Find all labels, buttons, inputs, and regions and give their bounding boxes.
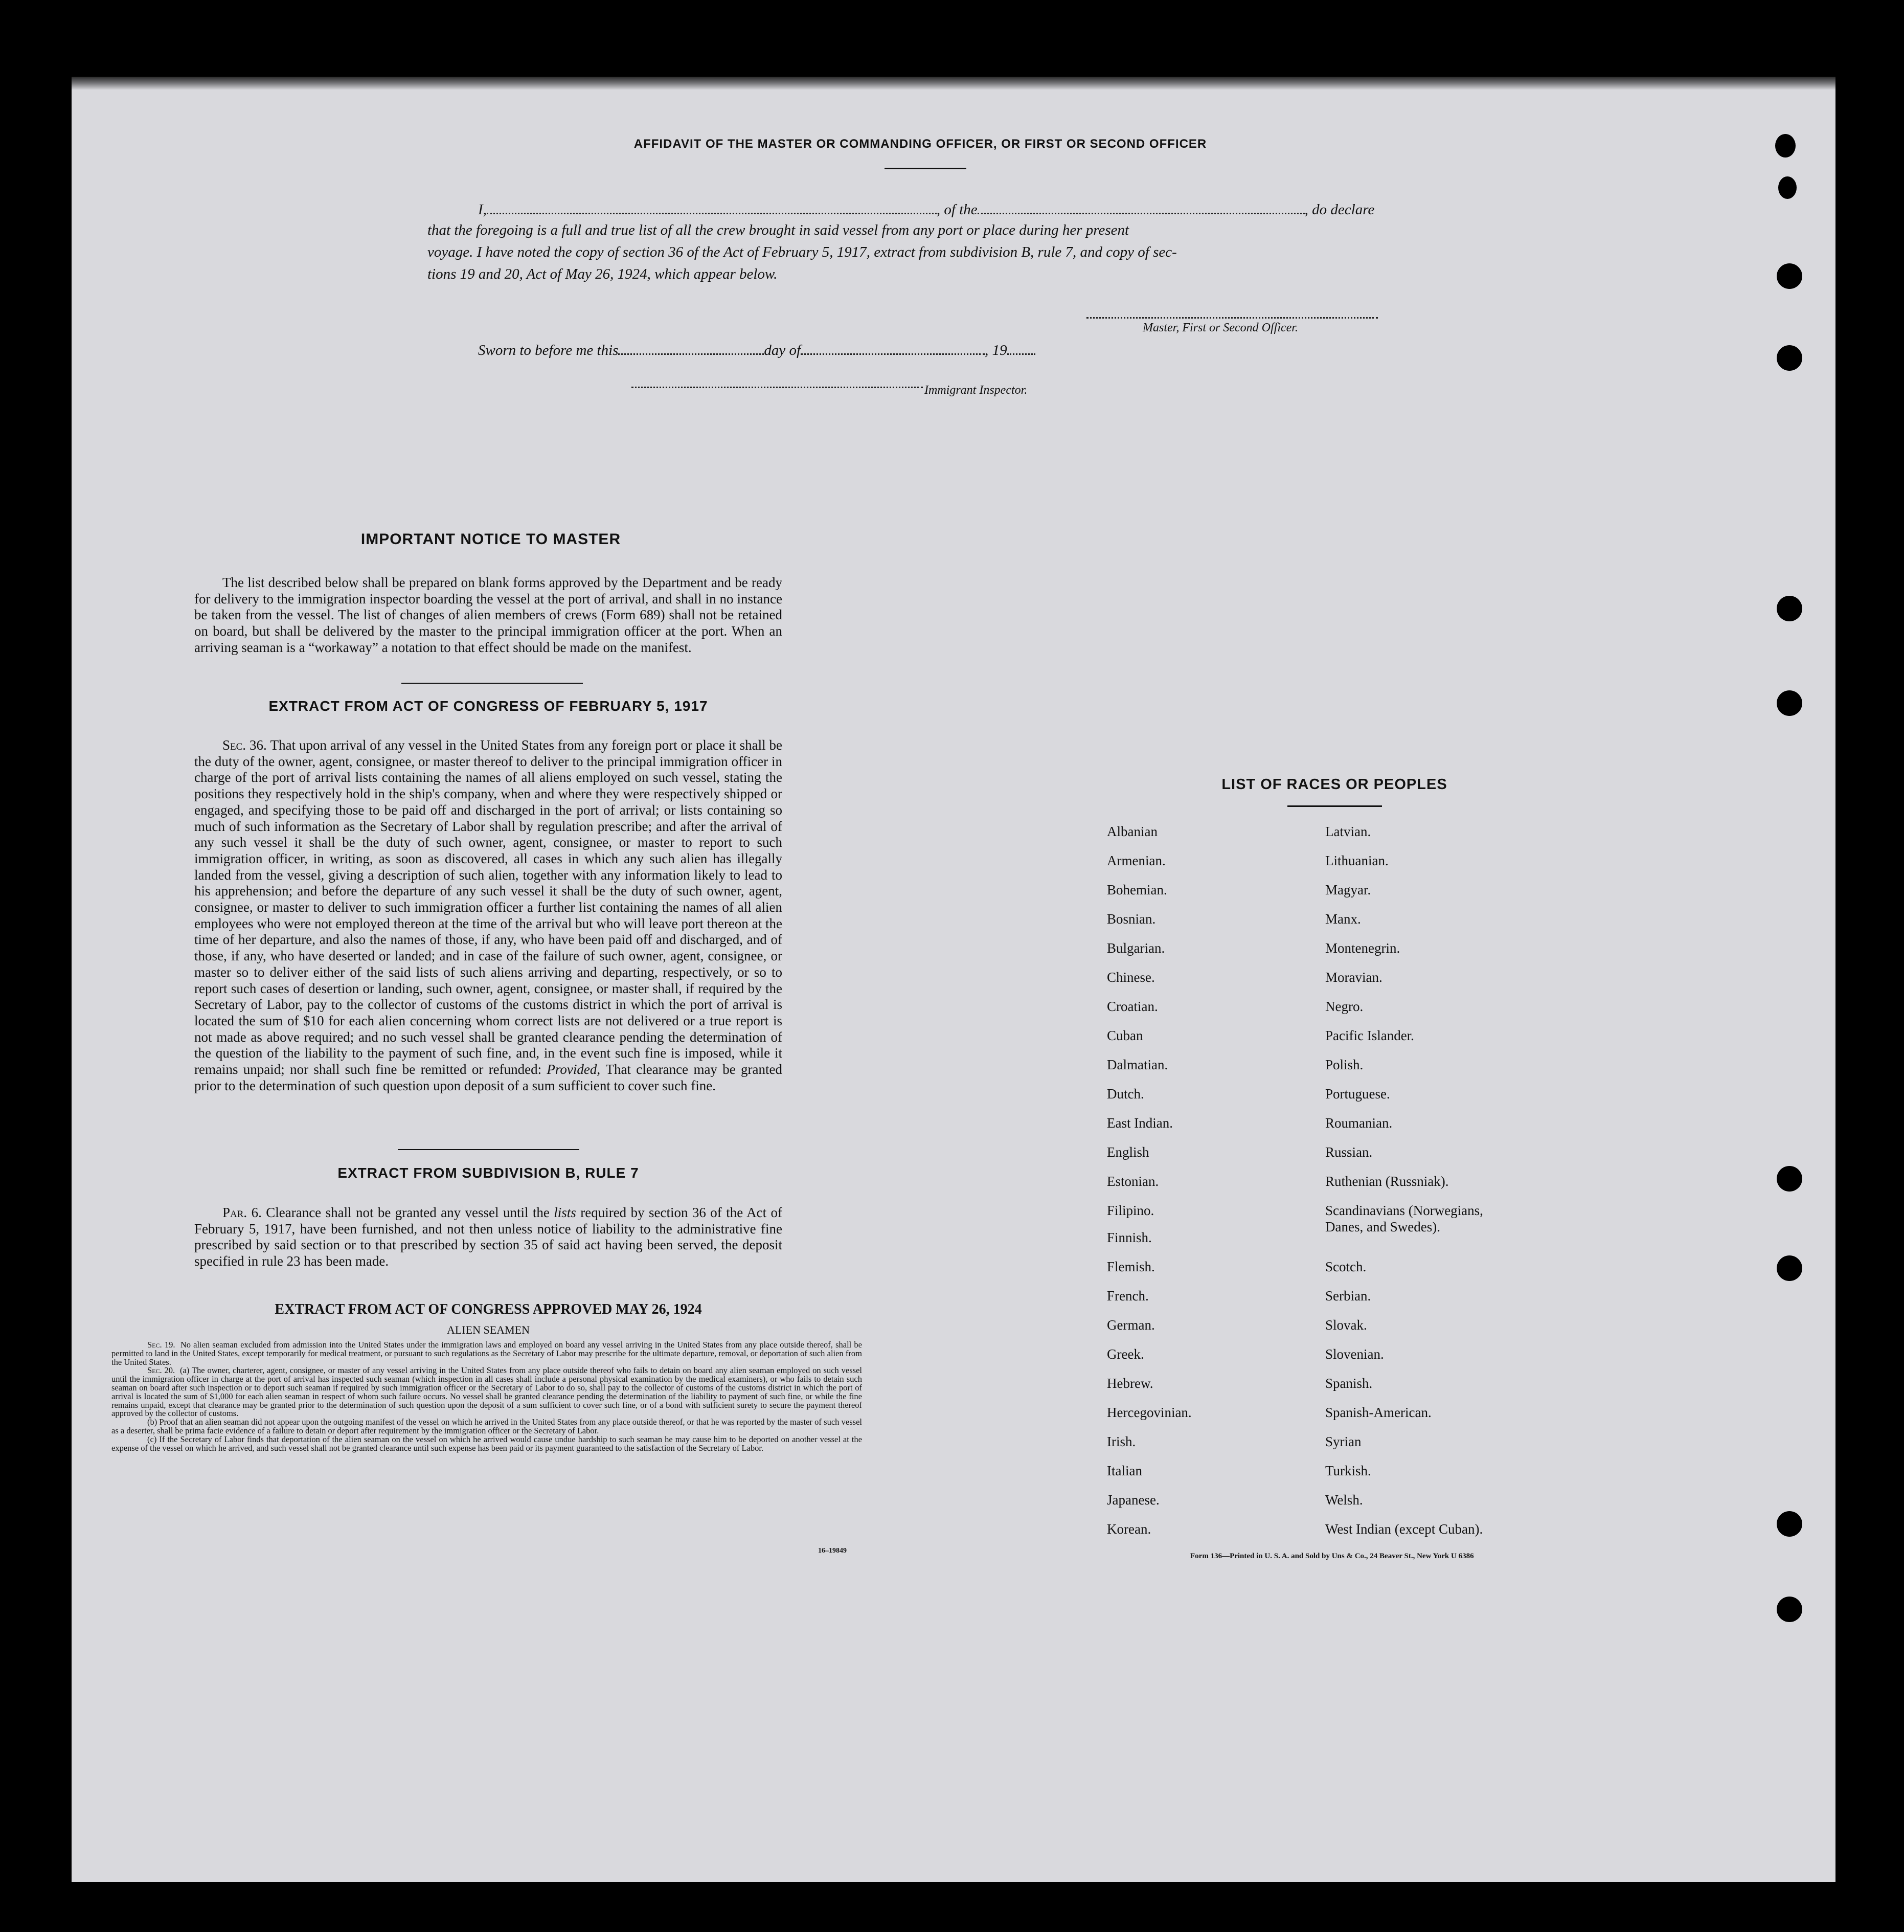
sworn-year-label: , 19 [985, 342, 1007, 358]
punch-hole [1777, 1255, 1802, 1281]
race-item: Slovenian. [1325, 1346, 1384, 1362]
race-item: Russian. [1325, 1144, 1373, 1160]
master-signature-line [1086, 317, 1378, 319]
race-item: Albanian [1107, 824, 1158, 839]
form-note: Form 136—Printed in U. S. A. and Sold by Uns & Co., 24 Beaver St., New York U 6386 [1190, 1552, 1474, 1560]
race-item: Bosnian. [1107, 911, 1156, 927]
sec-19-label: Sec. 19. [147, 1340, 175, 1350]
rule7-heading: EXTRACT FROM SUBDIVISION B, RULE 7 [337, 1165, 639, 1181]
affidavit-line-1-end: , do declare [1304, 201, 1375, 218]
race-item: Latvian. [1325, 824, 1371, 839]
race-item: Cuban [1107, 1028, 1143, 1043]
race-item: Dalmatian. [1107, 1057, 1168, 1072]
punch-hole [1777, 690, 1802, 716]
race-item: Korean. [1107, 1521, 1151, 1537]
race-item: Estonian. [1107, 1174, 1159, 1189]
race-item: Roumanian. [1325, 1115, 1393, 1131]
extract-1924-body [111, 1341, 862, 1452]
race-item: Syrian [1325, 1434, 1362, 1449]
notice-body: The list described below shall be prepared on blank forms approved by the Department and be ready for delivery to the immigration inspector boarding the vessel at the port of arrival, and shall in no instance be taken from the vessel. The list of changes of alien members of crews (Form 689) shall not be retained on board, but shall be delivered by the master to the principal immigration officer at the port. When an arriving seaman is a “workaway” a notation to that effect should be made on the manifest. [194, 575, 782, 655]
sec-20a-text: (a) The owner, charterer, agent, consignee, or master of any vessel arriving in the United States from any place outside thereof who fails to detain on board any alien seaman employed on such vessel until the immigration officer in charge at the port of arrival has inspected such seaman (which inspection in all cases shall include a personal physical examination by the medical examiners), or who fails to detain such seaman on board after such inspection or to deport such seaman if required by such immigration officer or the Secretary of Labor to do so, shall pay to the collector of customs of the customs district in which the port of arrival is located the sum of $1,000 for each alien seaman in respect of whom such failure occurs. No vessel shall be granted clearance pending the determination of the liability to payment of such fine, or while the fine remains unpaid, except that clearance may be granted prior to the determination of such question upon the deposit of a sum sufficient to cover such fine, or of a bond with sufficient surety to secure the payment thereof approved by the collector of customs. [111, 1365, 863, 1419]
sec-20b: (b) Proof that an alien seaman did not appear upon the outgoing manifest of the vessel on which he arrived in the United States from any place outside thereof, or that he was reported by the master of such vessel as a deserter, shall be prima facie evidence of a failure to detain or deport after requirement by the immigration officer or the Secretary of Labor. [111, 1417, 862, 1435]
sec-20a [111, 1366, 862, 1418]
master-signature-label: Master, First or Second Officer. [1143, 321, 1298, 334]
race-item: Hercegovinian. [1107, 1405, 1192, 1420]
race-item: Serbian. [1325, 1288, 1371, 1304]
proviso-text: That clearance may be granted prior to the determination of such question upon deposit of a sum sufficient to cover such fine. [194, 1062, 782, 1093]
race-item: Filipino. [1107, 1203, 1154, 1218]
race-item: Dutch. [1107, 1086, 1144, 1102]
race-item: Italian [1107, 1463, 1142, 1478]
race-item: Negro. [1325, 999, 1364, 1014]
sworn-day-label: day of [764, 342, 801, 358]
punch-hole [1777, 345, 1802, 371]
rule7-body [194, 1205, 782, 1270]
race-item: Welsh. [1325, 1492, 1363, 1508]
extract-1924-heading: EXTRACT FROM ACT OF CONGRESS APPROVED MAY 26, 1924 [275, 1301, 702, 1317]
sworn-month-blank [801, 340, 985, 355]
race-item: Scotch. [1325, 1259, 1367, 1274]
punch-hole [1777, 1597, 1802, 1622]
affidavit-title: AFFIDAVIT OF THE MASTER OR COMMANDING OFFICER, OR FIRST OR SECOND OFFICER [633, 137, 1207, 151]
sec-19 [111, 1341, 862, 1366]
inspector-label: Immigrant Inspector. [924, 384, 1028, 397]
vessel-name-blank [978, 199, 1305, 214]
inspector-signature-line [631, 387, 923, 388]
punch-hole [1775, 134, 1796, 158]
race-item: Greek. [1107, 1346, 1144, 1362]
punch-hole [1777, 1166, 1802, 1192]
race-item: English [1107, 1144, 1149, 1160]
affidavit-line-1-start: I, [478, 201, 487, 218]
race-item: German. [1107, 1317, 1155, 1333]
print-code: 16–19849 [818, 1547, 847, 1555]
race-item: Moravian. [1325, 970, 1382, 985]
extract-1917-body [194, 737, 782, 1094]
race-item: Bohemian. [1107, 882, 1167, 897]
rule7-text-b: required by section 36 of the Act of February 5, 1917, have been furnished, and not then unless notice of liability to the administrative fine prescribed by said section or to that prescribed by section 35 of said act having been served, the deposit specified in rule 23 has been made. [194, 1205, 783, 1269]
race-item: Spanish. [1325, 1376, 1373, 1391]
race-item: Magyar. [1325, 882, 1371, 897]
punch-hole [1778, 176, 1797, 199]
alien-seamen-subheading: ALIEN SEAMEN [447, 1323, 530, 1336]
proviso-label: Provided, [547, 1062, 601, 1077]
races-heading: LIST OF RACES OR PEOPLES [1221, 776, 1447, 793]
race-item: Irish. [1107, 1434, 1136, 1449]
race-item: Pacific Islander. [1325, 1028, 1414, 1043]
race-item: Ruthenian (Russniak). [1325, 1174, 1449, 1189]
race-item: Chinese. [1107, 970, 1155, 985]
race-item: Spanish-American. [1325, 1405, 1432, 1420]
notice-rule [401, 683, 583, 684]
race-item: Bulgarian. [1107, 940, 1165, 956]
sec-19-text: No alien seaman excluded from admission into the United States under the immigration laws and employed on board any vessel arriving in the United States from any place outside thereof, shall be permitted to land in the United States, except temporarily for medical treatment, or pursuant to such regulations as the Secretary of Labor may prescribe for the ultimate departure, removal, or deportation of such alien from the United States. [111, 1340, 863, 1367]
race-item: Lithuanian. [1325, 853, 1389, 868]
affidavit-title-rule [885, 168, 966, 169]
race-item: Portuguese. [1325, 1086, 1390, 1102]
sec-20c: (c) If the Secretary of Labor finds that deportation of the alien seaman on the vessel on which he arrived would cause undue hardship to such seaman he may cause him to be deported on another vessel at the expense of the vessel on which he arrived, and such vessel shall not be granted clearance until such expense has been paid or its payment guaranteed to the satisfaction of the Secretary of Labor. [111, 1434, 862, 1453]
race-item: Slovak. [1325, 1317, 1367, 1333]
race-item: Polish. [1325, 1057, 1364, 1072]
race-item: French. [1107, 1288, 1149, 1304]
race-item: Scandinavians (Norwegians, Danes, and Swedes). [1325, 1203, 1483, 1234]
extract-1917-rule [398, 1149, 579, 1150]
affidavit-line-2: that the foregoing is a full and true list of all the crew brought in said vessel from any port or place during her present [427, 222, 1129, 238]
sec-36-text: That upon arrival of any vessel in the United States from any foreign port or place it shall be the duty of the owner, agent, consignee, or master thereof to deliver to the principal immigration officer in charge of the port of arrival lists containing the names of all aliens employed on such vessel, stating the positions they respectively hold in the ship's company, when and where they were respectively shipped or engaged, and specifying those to be paid off and discharged in the port of arrival; or lists containing so much of such information as the Secretary of Labor shall by regulation prescribe; and after the arrival of any such vessel it shall be the duty of such owner, agent, consignee, or master to report to such immigration officer, in writing, as soon as discovered, all cases in which any such alien has illegally landed from the vessel, giving a description of such alien, together with any information likely to lead to his apprehension; and before the departure of any such vessel it shall be the duty of such owner, agent, consignee, or master to deliver to such immigration officer a further list containing the names of all alien employees who were not employed thereon at the time of the arrival but who will leave port thereon at the time of her departure, and also the names of those, if any, who have been paid off and discharged, and of those, if any, who have deserted or landed; and in case of the failure of such owner, agent, consignee, or master so to deliver either of the said lists of such aliens arriving and departing, respectively, or so to report such cases of desertion or landing, such owner, agent, consignee, or master shall, if required by the Secretary of Labor, pay to the collector of customs of the customs district in which the port of arrival is located the sum of $10 for each alien concerning whom correct lists are not delivered or a true report is not made as above required; and no such vessel shall be granted clearance pending the determination of the question of the liability to the payment of such fine, and, in the event such fine is imposed, while it remains unpaid; nor shall such fine be remitted or refunded: [194, 737, 783, 1077]
punch-hole [1777, 263, 1802, 289]
race-item: Flemish. [1107, 1259, 1155, 1274]
race-item: Finnish. [1107, 1230, 1152, 1245]
sec-36-label: Sec. 36. [222, 737, 267, 753]
par-6-label: Par. 6. [222, 1205, 262, 1220]
sworn-day-blank [618, 340, 764, 355]
affidavit-line-3: voyage. I have noted the copy of section 36 of the Act of February 5, 1917, extract from subdivision B, rule 7, and copy of sec- [427, 244, 1177, 260]
notice-heading: IMPORTANT NOTICE TO MASTER [360, 531, 621, 548]
sworn-line [478, 340, 1035, 359]
race-item: Turkish. [1325, 1463, 1371, 1478]
race-item: Hebrew. [1107, 1376, 1153, 1391]
sec-20-label: Sec. 20. [147, 1365, 175, 1376]
rule7-text-a: Clearance shall not be granted any vessel until the [266, 1205, 550, 1220]
race-item: East Indian. [1107, 1115, 1173, 1131]
punch-hole [1777, 596, 1802, 621]
affidavit-line-1 [478, 199, 1406, 218]
scan-top-edge [72, 77, 1835, 90]
affidavit-line-1-mid: , of the [936, 201, 978, 218]
officer-name-blank [487, 199, 937, 214]
sworn-year-blank [1007, 340, 1035, 355]
race-item: Japanese. [1107, 1492, 1160, 1508]
rule7-lists: lists [554, 1205, 576, 1220]
sworn-label: Sworn to before me this [478, 342, 619, 358]
extract-1917-heading: EXTRACT FROM ACT OF CONGRESS OF FEBRUARY 5, 1917 [268, 698, 708, 714]
race-item: West Indian (except Cuban). [1325, 1521, 1483, 1537]
race-item: Armenian. [1107, 853, 1166, 868]
race-item: Manx. [1325, 911, 1361, 927]
race-item: Croatian. [1107, 999, 1158, 1014]
affidavit-line-4: tions 19 and 20, Act of May 26, 1924, which appear below. [427, 266, 778, 282]
races-rule [1287, 805, 1382, 807]
race-item: Montenegrin. [1325, 940, 1400, 956]
punch-hole [1777, 1511, 1802, 1537]
